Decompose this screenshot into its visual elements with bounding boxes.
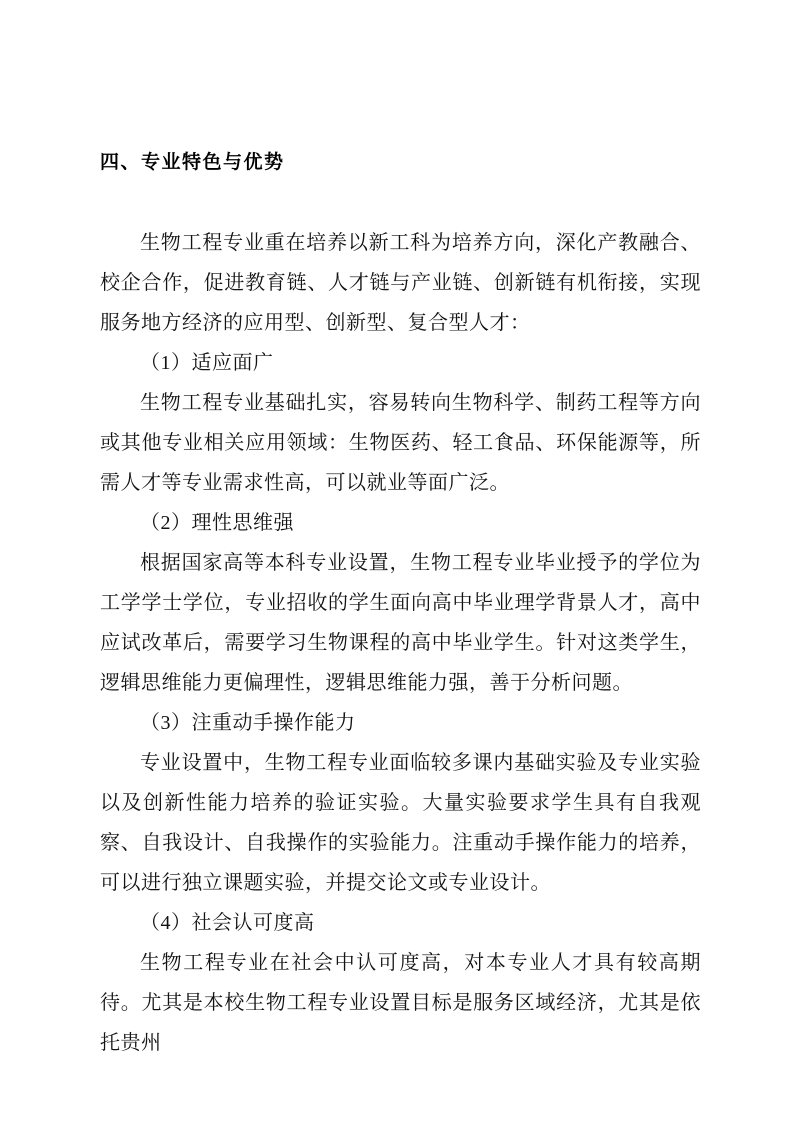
subsection-4-title: （4）社会认可度高 xyxy=(140,912,315,934)
subsection-1-title: （1）适应面广 xyxy=(140,352,274,374)
subsection-2-title: （2）理性思维强 xyxy=(140,512,294,534)
subsection-3-title: （3）注重动手操作能力 xyxy=(140,712,356,734)
subsection-3-body: 专业设置中，生物工程专业面临较多课内基础实验及专业实验以及创新性能力培养的验证实验。大量实验要求学生具有自我观察、自我设计、自我操作的实验能力。注重动手操作能力的培养，可以进行独立课题实验，并提交论文或专业设计。 xyxy=(100,752,701,894)
intro-paragraph: 生物工程专业重在培养以新工科为培养方向，深化产教融合、校企合作，促进教育链、人才链与产业链、创新链有机衔接，实现服务地方经济的应用型、创新型、复合型人才： xyxy=(100,232,701,334)
subsection-2-body: 根据国家高等本科专业设置，生物工程专业毕业授予的学位为工学学士学位，专业招收的学生面向高中毕业理学背景人才，高中应试改革后，需要学习生物课程的高中毕业学生。针对这类学生，逻辑思维能力更偏理性，逻辑思维能力强，善于分析问题。 xyxy=(100,552,701,694)
subsection-4-body: 生物工程专业在社会中认可度高，对本专业人才具有较高期待。尤其是本校生物工程专业设置目标是服务区域经济，尤其是依托贵州 xyxy=(100,952,701,1054)
section-heading: 四、专业特色与优势 xyxy=(100,152,285,173)
subsection-1-body: 生物工程专业基础扎实，容易转向生物科学、制药工程等方向或其他专业相关应用领域：生物医药、轻工食品、环保能源等，所需人才等专业需求性高，可以就业等面广泛。 xyxy=(100,392,701,494)
